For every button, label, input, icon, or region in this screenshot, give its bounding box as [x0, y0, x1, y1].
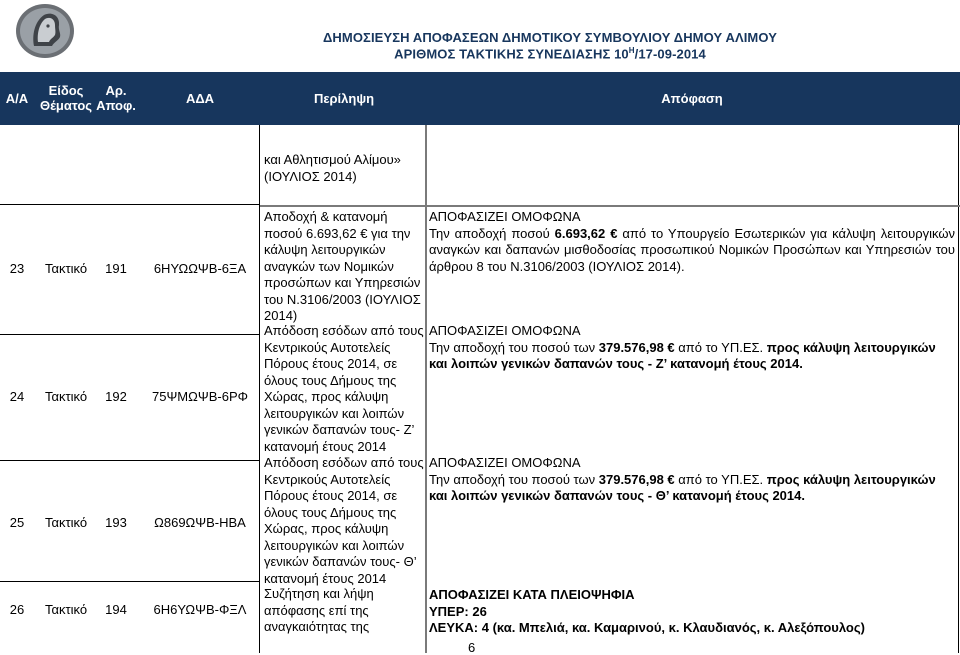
row-decision-number: 191: [105, 261, 127, 276]
row-decision-number: 192: [105, 389, 127, 404]
row-aa: 23: [9, 261, 25, 276]
row-decision: ΑΠΟΦΑΣΙΖΕΙ ΟΜΟΦΩΝΑ Την αποδοχή του ποσού των 379.576,98 € από το ΥΠ.ΕΣ. προς κάλυψη λειτουργικών και λοιπών γενικών δαπανών τους - Θ’ κατανομή έτους 2014.: [429, 455, 936, 503]
row-type: Τακτικό: [44, 602, 88, 617]
row-summary: Απόδοση εσόδων από τους Κεντρικούς Αυτοτελείς Πόρους έτους 2014, σε όλους τους Δήμους της Χώρας, προς κάλυψη λειτουργικών και λοιπών γενικών δαπανών τους- Θ’ κατανομή έτους 2014: [264, 455, 424, 586]
row-type: Τακτικό: [44, 389, 88, 404]
row-type: Τακτικό: [44, 261, 88, 276]
row-ada: 75ΨΜΩΨΒ-6ΡΦ: [151, 389, 248, 404]
row-aa: 24: [9, 389, 25, 404]
row-summary: Απόδοση εσόδων από τους Κεντρικούς Αυτοτελείς Πόρους έτους 2014, σε όλους τους Δήμους της Χώρας, προς κάλυψη λειτουργικών και λοιπών γενικών δαπανών τους- Ζ’ κατανομή έτους 2014: [264, 323, 424, 454]
session-number: ΑΡΙΘΜΟΣ ΤΑΚΤΙΚΗΣ ΣΥΝΕΔΙΑΣΗΣ $10^H/17-09-2014$: [394, 46, 706, 62]
row-summary: Συζήτηση και λήψη απόφασης επί της αναγκαιότητας της: [264, 586, 374, 634]
col-type: Είδος Θέματος: [39, 83, 93, 113]
col-aa: Α/Α: [5, 91, 29, 106]
document-title: ΔΗΜΟΣΙΕΥΣΗ ΑΠΟΦΑΣΕΩΝ ΔΗΜΟΤΙΚΟΥ ΣΥΜΒΟΥΛΙΟΥ ΔΗΜΟΥ ΑΛΙΜΟΥ: [322, 30, 777, 45]
row-decision: ΑΠΟΦΑΣΙΖΕΙ ΚΑΤΑ ΠΛΕΙΟΨΗΦΙΑ ΥΠΕΡ: 26 ΛΕΥΚΑ: 4 (κα. Μπελιά, κα. Καμαρινού, κ. Κλαυδιανός, κ. Αλεξόπουλος): [429, 587, 865, 635]
continuation-text: και Αθλητισμού Αλίμου» (ΙΟΥΛΙΟΣ 2014): [264, 152, 401, 184]
row-aa: 25: [9, 515, 25, 530]
row-ada: 6ΗΥΩΩΨΒ-6ΞΑ: [153, 261, 247, 276]
municipality-logo: [14, 2, 76, 60]
row-summary: Αποδοχή & κατανομή ποσού 6.693,62 € για την κάλυψη λειτουργικών αναγκών των Νομικών προσώπων και Υπηρεσιών του Ν.3106/2003 (ΙΟΥΛΙΟΣ 2014): [264, 209, 421, 323]
col-number: Αρ. Αποφ.: [96, 83, 136, 113]
decisions-table: [0, 125, 960, 653]
row-decision-number: 194: [105, 602, 127, 617]
row-decision-number: 193: [105, 515, 127, 530]
row-decision: ΑΠΟΦΑΣΙΖΕΙ ΟΜΟΦΩΝΑ Την αποδοχή ποσού 6.693,62 € από το Υπουργείο Εσωτερικών για κάλυψη λειτουργικών αναγκών και δαπανών μισθοδοσίας προσωπικού Νομικών Προσώπων και Υπηρεσιών του άρθρου 8 του Ν.3106/2003 (ΙΟΥΛΙΟΣ 2014).: [429, 209, 955, 274]
row-type: Τακτικό: [44, 515, 88, 530]
table-header: [0, 72, 960, 125]
row-ada: 6Η6ΥΩΨΒ-ΦΞΛ: [153, 602, 247, 617]
row-aa: 26: [9, 602, 25, 617]
col-summary: Περίληψη: [313, 91, 375, 106]
col-ada: ΑΔΑ: [185, 91, 215, 106]
col-decision: Απόφαση: [661, 91, 723, 106]
row-ada: Ω869ΩΨΒ-ΗΒΑ: [154, 515, 246, 530]
page-number: 6: [468, 640, 476, 655]
row-decision: ΑΠΟΦΑΣΙΖΕΙ ΟΜΟΦΩΝΑ Την αποδοχή του ποσού των 379.576,98 € από το ΥΠ.ΕΣ. προς κάλυψη λειτουργικών και λοιπών γενικών δαπανών τους - Ζ’ κατανομή έτους 2014.: [429, 323, 936, 371]
